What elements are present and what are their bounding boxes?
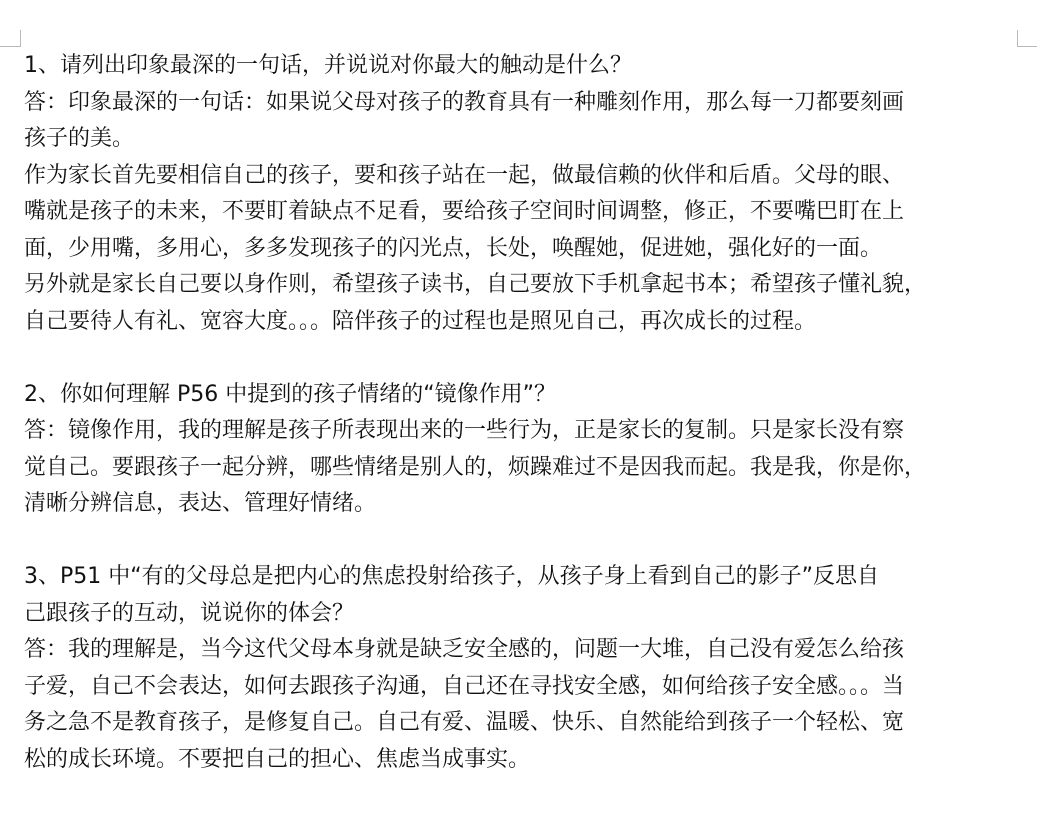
answer-1-line: 孩子的美。 [24,126,135,151]
answer-1-line: 答：印象最深的一句话：如果说父母对孩子的教育具有一种雕刻作用，那么每一刀都要刻画 [24,89,905,115]
answer-3-line: 答：我的理解是，当今这代父母本身就是缺乏安全感的，问题一大堆，自己没有爱怎么给孩 [24,637,905,662]
answer-1-line: 另外就是家长自己要以身作则，希望孩子读书，自己要放下手机拿起书本；希望孩子懂礼貌， [24,272,927,297]
paragraph-spacer [24,340,1024,377]
answer-2-line: 清晰分辨信息，表达、管理好情绪。 [24,491,377,516]
answer-1-line: 嘴就是孩子的未来，不要盯着缺点不足看，要给孩子空间时间调整，修正，不要嘴巴盯在上 [24,199,905,224]
question-3-line: 己跟孩子的互动，说说你的体会？ [24,600,355,626]
question-2: 2、你如何理解 P56 中提到的孩子情绪的“镜像作用”？ [24,381,557,407]
document-body [24,48,1024,778]
page-corner-mark-right [1017,30,1037,47]
answer-1-line: 作为家长首先要相信自己的孩子，要和孩子站在一起，做最信赖的伙伴和后盾。父母的眼、 [24,162,905,188]
page-corner-mark-left [0,30,21,47]
question-3-line: 3、P51 中“有的父母总是把内心的焦虑投射给孩子，从孩子身上看到自己的影子”反思自 [24,564,880,589]
paragraph-spacer [24,523,1024,560]
answer-3-line: 务之急不是教育孩子，是修复自己。自己有爱、温暖、快乐、自然能给到孩子一个轻松、宽 [24,710,905,735]
answer-1-line: 自己要待人有礼、宽容大度。。。陪伴孩子的过程也是照见自己，再次成长的过程。 [24,308,817,334]
question-1: 1、请列出印象最深的一句话，并说说对你最大的触动是什么？ [24,53,632,78]
answer-3-line: 松的成长环境。不要把自己的担心、焦虑当成事实。 [24,746,531,772]
answer-2-line: 答：镜像作用，我的理解是孩子所表现出来的一些行为，正是家长的复制。只是家长没有察 [24,418,905,443]
answer-2-line: 觉自己。要跟孩子一起分辨，哪些情绪是别人的，烦躁难过不是因我而起。我是我，你是你， [24,454,927,480]
answer-3-line: 子爱，自己不会表达，如何去跟孩子沟通，自己还在寻找安全感，如何给孩子安全感。。。当 [24,673,905,699]
answer-1-line: 面，少用嘴，多用心，多多发现孩子的闪光点，长处，唤醒她，促进她，强化好的一面。 [24,235,883,261]
